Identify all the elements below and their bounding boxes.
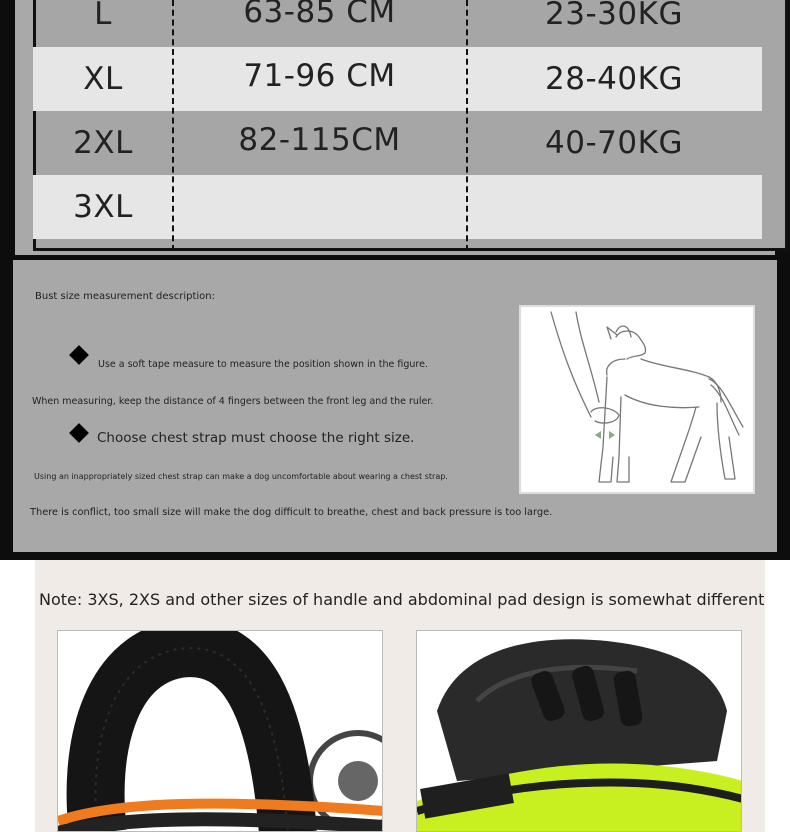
dog-measurement-illustration: [519, 305, 755, 494]
product-photo-handle-lime: [416, 630, 742, 832]
column-divider: [466, 0, 468, 251]
dog-sketch-icon: [521, 307, 753, 492]
size-row-l: [33, 0, 762, 46]
size-cell: L: [94, 0, 112, 32]
description-heading: Bust size measurement description:: [35, 291, 215, 302]
size-cell: 3XL: [73, 189, 133, 225]
weight-cell: 40-70KG: [545, 125, 683, 161]
description-point-2-detail: Using an inappropriately sized chest strap can make a dog uncomfortable about wearing a chest strap.: [34, 472, 448, 481]
description-point-1: Use a soft tape measure to measure the position shown in the figure.: [98, 359, 428, 370]
size-row-3xl: [33, 175, 762, 239]
product-photo-handle-orange: [57, 630, 383, 832]
weight-cell: [466, 175, 762, 239]
chest-cell: [173, 175, 466, 239]
chest-cell: 82-115CM: [238, 122, 401, 158]
weight-cell: 23-30KG: [545, 0, 683, 32]
size-design-note: Note: 3XS, 2XS and other sizes of handle and abdominal pad design is somewhat different: [39, 590, 765, 609]
chest-cell: 71-96 CM: [243, 58, 396, 94]
weight-cell: 28-40KG: [545, 61, 683, 97]
description-point-2-detail-2: There is conflict, too small size will make the dog difficult to breathe, chest and back pressure is too large.: [30, 507, 553, 518]
size-cell: 2XL: [73, 125, 133, 161]
size-row-xl: [33, 47, 762, 111]
size-row-2xl: [33, 111, 762, 175]
measure-arrow-icon: [595, 431, 615, 439]
chest-cell: 63-85 CM: [243, 0, 396, 30]
description-point-2: Choose chest strap must choose the right size.: [97, 430, 415, 446]
description-point-1-detail: When measuring, keep the distance of 4 fingers between the front leg and the ruler.: [32, 396, 434, 407]
size-cell: XL: [83, 61, 123, 97]
column-divider: [172, 0, 174, 251]
